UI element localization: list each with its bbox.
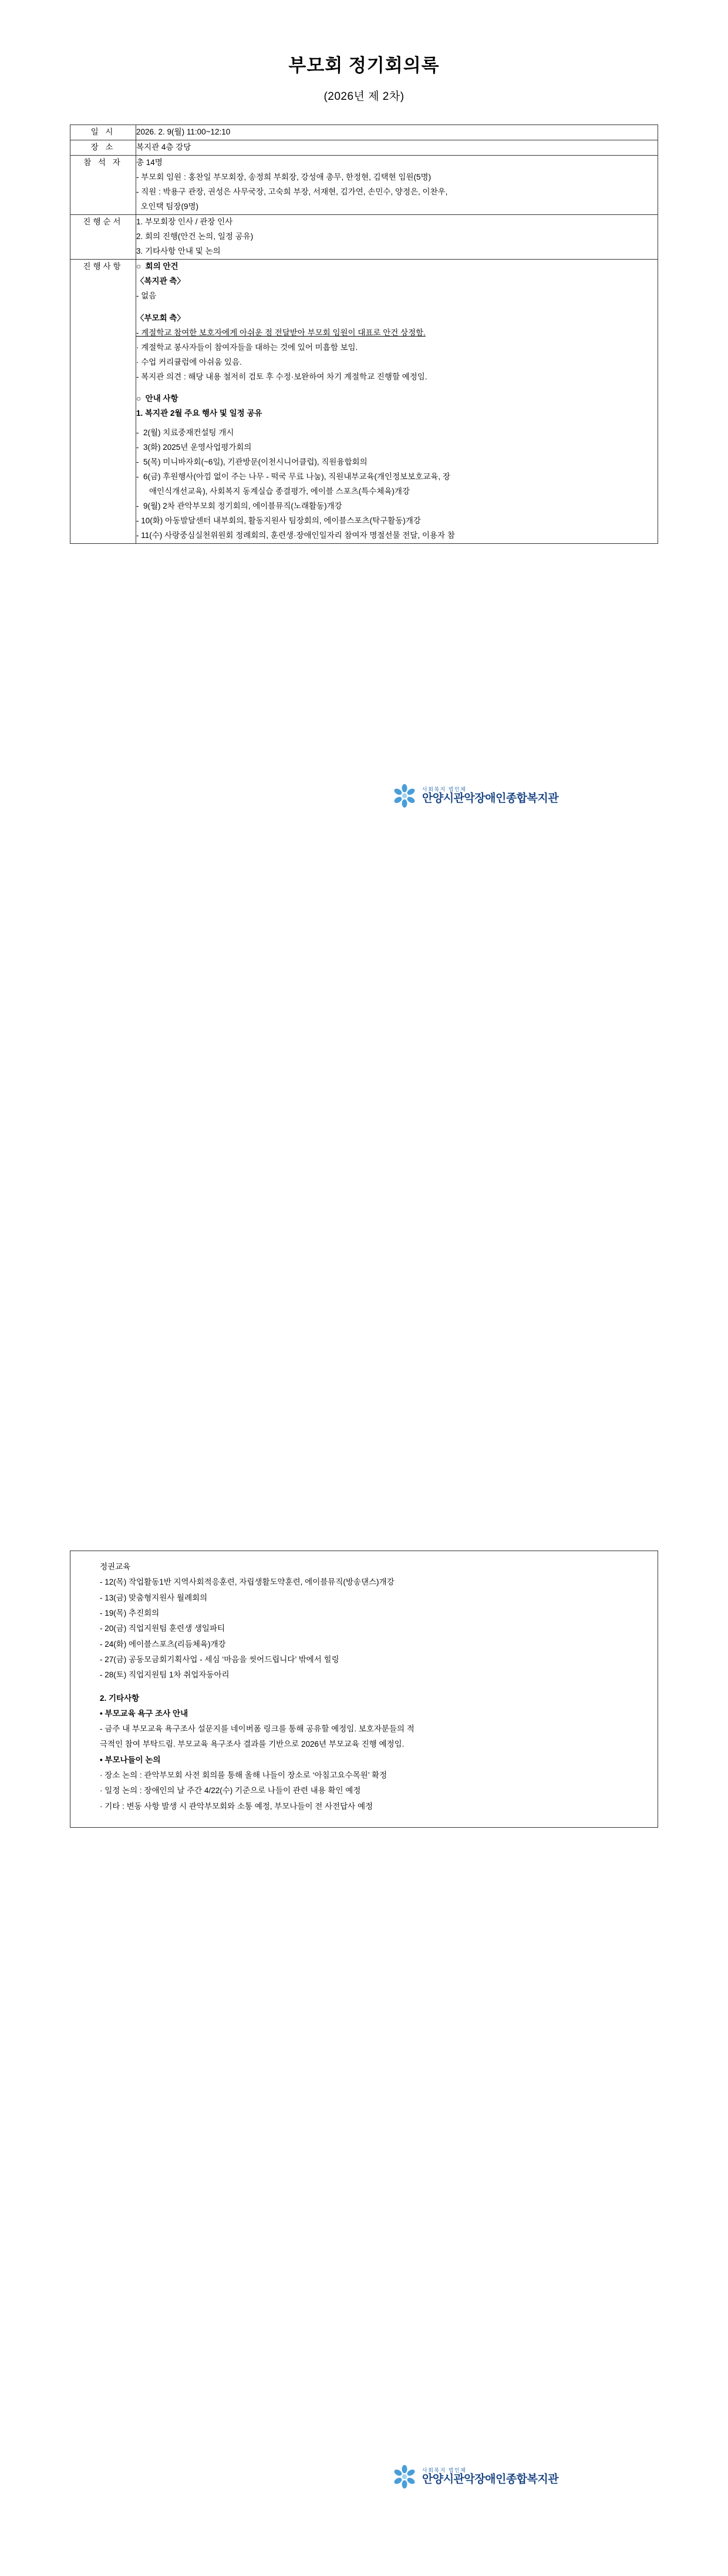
schedule-item: - 13(금) 맞춤형지원사 월례회의 — [100, 1593, 208, 1602]
page-title: 부모회 정기회의록 — [288, 55, 440, 76]
welfare-heading: 〈복지관 측〉 — [136, 276, 185, 285]
row-label-attendees: 참 석 자 — [70, 155, 136, 214]
agenda-heading: ○ 회의 안건 — [136, 261, 178, 271]
needs-survey-item: - 금주 내 부모교육 욕구조사 설문지를 네이버폼 링크를 통해 공유할 예정임. 보호자분들의 적 — [100, 1724, 414, 1734]
section-heading-1: 1. 복지관 2월 주요 행사 및 일정 공유 — [136, 409, 262, 418]
subsection-heading-outing: • 부모나들이 논의 — [100, 1755, 161, 1764]
schedule-item-cont: 정권교육 — [100, 1562, 131, 1571]
schedule-item: - 3(화) 2025년 운영사업평가회의 — [136, 443, 252, 452]
schedule-item-cont: 애인식개선교육), 사회복지 동계실습 종결평가, 에이블 스포츠(특수체육)개강 — [149, 487, 410, 496]
logo-text-block — [422, 786, 558, 806]
row-label-date: 일 시 — [70, 125, 136, 140]
logo-subtext: 사회복지 법인체 — [422, 2467, 467, 2473]
table-row — [70, 125, 658, 140]
logo-text-block — [422, 2467, 558, 2487]
notice-heading: ○ 안내 사항 — [136, 394, 178, 403]
table-row — [70, 259, 658, 543]
section-heading-2: 2. 기타사항 — [100, 1693, 140, 1703]
flower-logo-icon — [392, 783, 417, 808]
outing-item: · 장소 논의 : 관악부모회 사전 회의를 통해 올해 나들이 장소로 ‘아침고요수목원’ 확정 — [100, 1771, 387, 1780]
parent-item: · 계절학교 봉사자들이 참여자들을 대하는 것에 있어 미흡함 보임. — [136, 342, 358, 352]
schedule-item: - 12(목) 작업활동1반 지역사회적응훈련, 자립생활도약훈련, 에이블뮤직(방송댄스)개강 — [100, 1578, 395, 1587]
page-subtitle: (2026년 제 2차) — [323, 90, 405, 103]
schedule-item: - 11(수) 사랑중심실천위원회 정례회의, 훈련생·장애인일자리 참여자 명절선물 전달, 이용자 참 — [136, 531, 455, 540]
schedule-item: - 20(금) 직업지원팀 훈련생 생일파티 — [100, 1624, 225, 1633]
subsection-heading-needs-survey: • 부모교육 욕구 조사 안내 — [100, 1709, 188, 1718]
schedule-item: - 5(목) 미니바자회(~6일), 기관방문(이천시니어클럽), 직원융합회의 — [136, 458, 368, 467]
parent-heading: 〈부모회 측〉 — [136, 313, 185, 322]
schedule-item: - 2(월) 치료중재컨설팅 개시 — [136, 428, 234, 438]
schedule-item: - 9(월) 2차 관악부모회 정기회의, 에이블뮤직(노래활동)개강 — [136, 502, 342, 511]
schedule-item: - 27(금) 공동모금회기획사업 - 세심 ‘마음을 씻어드립니다’ 밖에서 힐링 — [100, 1654, 339, 1664]
logo-subtext: 사회복지 법인체 — [422, 786, 467, 792]
table-row — [70, 140, 658, 155]
schedule-item: - 24(화) 에이블스포츠(리듬체육)개강 — [100, 1639, 226, 1649]
flower-logo-icon — [392, 2464, 417, 2489]
schedule-item: - 10(화) 아동발달센터 내부회의, 활동지원사 팀장회의, 에이블스포츠(탁구활동)개강 — [136, 516, 421, 526]
minutes-table — [70, 125, 658, 544]
row-label-place: 장 소 — [70, 140, 136, 155]
table-row — [70, 155, 658, 214]
row-value-order: 1. 부모회장 인사 / 관장 인사 2. 회의 진행(안건 논의, 일정 공유) 3. 기타사항 안내 및 논의 — [136, 214, 658, 259]
page-1 — [0, 0, 728, 1034]
minutes-table-continued — [70, 1551, 658, 1828]
welfare-item: - 없음 — [136, 291, 157, 300]
outing-item: · 일정 논의 : 장애인의 날 주간 4/22(수) 기준으로 나들이 관련 내용 확인 예정 — [100, 1786, 361, 1795]
row-value-place: 복지관 4층 강당 — [136, 140, 658, 155]
organization-logo — [392, 783, 558, 808]
row-value-progress — [136, 259, 658, 543]
organization-logo — [392, 2464, 558, 2489]
schedule-item: - 28(토) 직업지원팀 1차 취업자동아리 — [100, 1670, 230, 1680]
logo-maintext: 안양시관악장애인종합복지관 — [422, 792, 559, 805]
row-label-order: 진행순서 — [70, 214, 136, 259]
outing-item: · 기타 : 변동 사항 발생 시 관악부모회와 소통 예정, 부모나들이 전 사전답사 예정 — [100, 1801, 373, 1811]
parent-item: - 계절학교 참여한 보호자에게 아쉬운 점 전달받아 부모회 임원이 대표로 안건 상정함. — [136, 328, 426, 337]
logo-maintext: 안양시관악장애인종합복지관 — [422, 2473, 559, 2486]
parent-item: - 복지관 의견 : 해당 내용 철저히 검토 후 수정·보완하여 차기 계절학교 진행할 예정임. — [136, 372, 427, 381]
row-value-date: 2026. 2. 9(월) 11:00~12:10 — [136, 125, 658, 140]
schedule-item: - 19(목) 추진회의 — [100, 1608, 160, 1617]
parent-item: · 수업 커리큘럼에 아쉬움 있음. — [136, 357, 242, 366]
needs-survey-item-cont: 극적인 참여 부탁드림. 부모교육 욕구조사 결과를 기반으로 2026년 부모교육 진행 예정임. — [100, 1740, 405, 1749]
row-label-progress: 진행사항 — [70, 259, 136, 543]
table-row — [70, 214, 658, 259]
page-2 — [0, 1551, 728, 2576]
table-row — [70, 1551, 658, 1828]
row-value-progress-continued — [70, 1551, 658, 1828]
row-value-attendees: 총 14명 - 부모회 임원 : 홍찬일 부모회장, 송정희 부회장, 강성애 총무, 한정현, 김택현 임원(5명) - 직원 : 박용구 관장, 권성은 사무국장, 고숙희 부장, 서재현, 김가연, 손민수, 양정은, 이찬우, 오인택 팀장(9명) — [136, 155, 658, 214]
schedule-item: - 6(금) 후원행사(아낌 없이 주는 나무 - 떡국 무료 나눔), 직원내부교육(개인정보보호교육, 장 — [136, 472, 450, 482]
